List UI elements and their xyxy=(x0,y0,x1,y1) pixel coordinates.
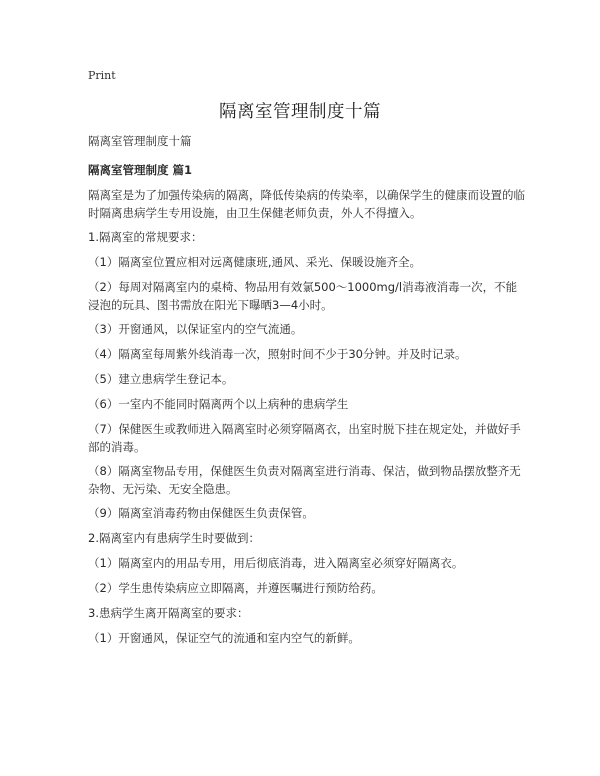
paragraph-9: （8）隔离室物品专用，保健医生负责对隔离室进行消毒、保洁，做到物品摆放整齐无杂物、无污染、无安全隐患。 xyxy=(88,464,521,496)
paragraph-1: 1.隔离室的常规要求： xyxy=(88,230,203,244)
section-heading: 隔离室管理制度 篇1 xyxy=(88,163,193,177)
paragraph-8: （7）保健医生或教师进入隔离室时必须穿隔离衣，出室时脱下挂在规定处，并做好手部的消毒。 xyxy=(88,422,521,454)
document-subtitle: 隔离室管理制度十篇 xyxy=(88,134,192,148)
paragraph-5: （4）隔离室每周紫外线消毒一次，照射时间不少于30分钟。并及时记录。 xyxy=(88,347,467,361)
paragraph-13: （2）学生患传染病应立即隔离，并遵医嘱进行预防给药。 xyxy=(88,581,383,595)
paragraph-3: （2）每周对隔离室内的桌椅、物品用有效氯500～1000mg/l消毒液消毒一次，不能浸泡的玩具、图书需放在阳光下曝晒3—4小时。 xyxy=(88,280,518,312)
paragraph-2: （1）隔离室位置应相对远离健康班,通风、采光、保暖设施齐全。 xyxy=(88,255,421,269)
paragraph-7: （6）一室内不能同时隔离两个以上病种的患病学生 xyxy=(88,397,349,411)
intro-paragraph: 隔离室是为了加强传染病的隔离，降低传染病的传染率，以确保学生的健康而设置的临时隔离患病学生专用设施，由卫生保健老师负责，外人不得擅入。 xyxy=(88,188,525,220)
paragraph-15: （1）开窗通风，保证空气的流通和室内空气的新鲜。 xyxy=(88,631,360,645)
paragraph-6: （5）建立患病学生登记本。 xyxy=(88,372,234,386)
paragraph-12: （1）隔离室内的用品专用，用后彻底消毒，进入隔离室必须穿好隔离衣。 xyxy=(88,556,464,570)
paragraph-10: （9）隔离室消毒药物由保健医生负责保管。 xyxy=(88,506,314,520)
paragraph-4: （3）开窗通风，以保证室内的空气流通。 xyxy=(88,322,303,336)
document-body xyxy=(88,132,528,654)
document-title: 隔离室管理制度十篇 xyxy=(219,102,381,122)
paragraph-14: 3.患病学生离开隔离室的要求： xyxy=(88,606,249,620)
paragraph-11: 2.隔离室内有患病学生时要做到： xyxy=(88,531,260,545)
print-label[interactable]: Print xyxy=(88,69,116,82)
